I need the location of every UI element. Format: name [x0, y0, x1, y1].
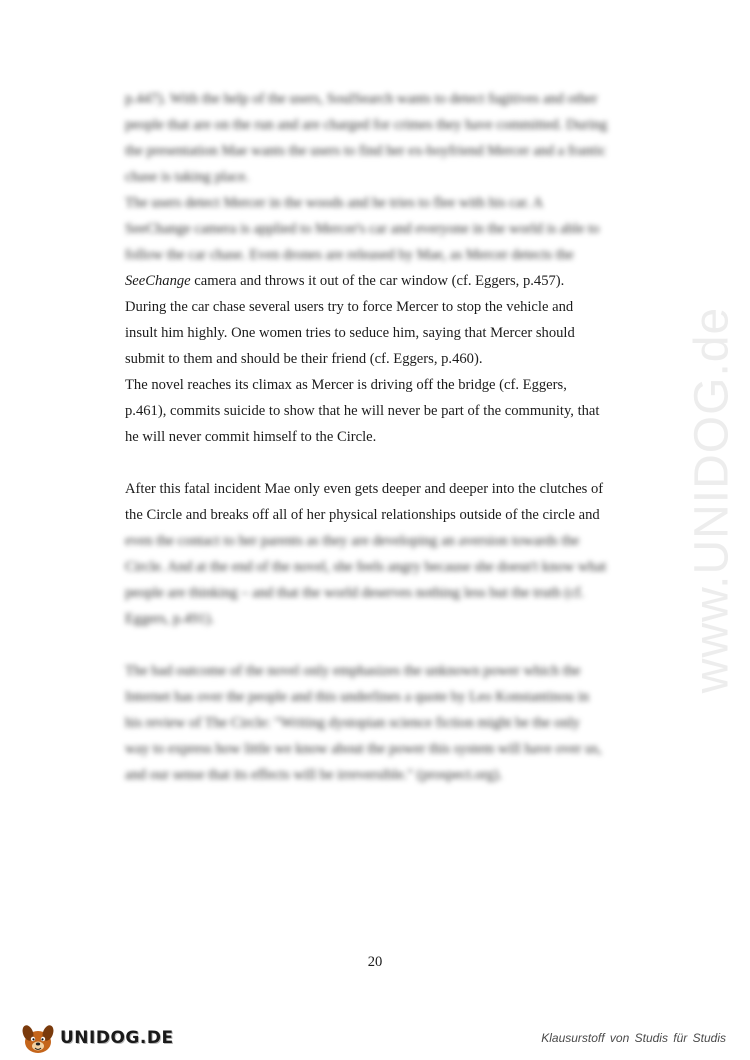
paragraph [125, 86, 630, 450]
text-line: During the car chase several users try to force Mercer to stop the vehicle and [125, 299, 574, 315]
text-line: SeeChange camera is applied to Mercer's car and everyone in the world is able to [125, 221, 600, 237]
text-line: chase is taking place. [125, 169, 249, 185]
text-line: The users detect Mercer in the woods and he tries to flee with his car. A [125, 195, 544, 211]
text-line: After this fatal incident Mae only even gets deeper and deeper into the clutches of [125, 481, 604, 497]
text-line: follow the car chase. Even drones are released by Mae, as Mercer detects the [125, 247, 574, 263]
paragraph [125, 658, 630, 788]
body-text [125, 86, 630, 788]
text-line: the Circle and breaks off all of her physical relationships outside of the circle and [125, 507, 600, 523]
text-line: submit to them and should be their friend (cf. Eggers, p.460). [125, 351, 483, 367]
logo-text: UNIDOG.DE [60, 1028, 174, 1048]
text-line: the presentation Mae wants the users to find her ex-boyfriend Mercer and a frantic [125, 143, 607, 159]
text-line: people that are on the run and are charged for crimes they have committed. During [125, 117, 608, 133]
footer-slogan: Klausurstoff von Studis für Studis [541, 1031, 726, 1045]
paragraph [125, 476, 630, 632]
text-line: his review of The Circle: "Writing dystopian science fiction might be the only [125, 715, 580, 731]
page-number: 20 [367, 954, 383, 970]
text-line: insult him highly. One women tries to seduce him, saying that Mercer should [125, 325, 575, 341]
text-line: he will never commit himself to the Circle. [125, 429, 377, 445]
text-line: p.447). With the help of the users, SoulSearch wants to detect fugitives and other [125, 91, 598, 107]
text-line: and our sense that its effects will be irreversible." (prospect.org). [125, 767, 503, 783]
watermark: www.UNIDOG.de [685, 306, 739, 694]
text-line: The novel reaches its climax as Mercer is driving off the bridge (cf. Eggers, [125, 377, 567, 393]
text-line: Eggers, p.491). [125, 611, 215, 627]
text-line: SeeChange camera and throws it out of the car window (cf. Eggers, p.457). [125, 273, 565, 289]
text-line: p.461), commits suicide to show that he will never be part of the community, that [125, 403, 600, 419]
text-line: Circle. And at the end of the novel, she feels angry because she doesn't know what [125, 559, 607, 575]
text-line: way to express how little we know about the power this system will have over us, [125, 741, 602, 757]
text-line: The bad outcome of the novel only emphasizes the unknown power which the [125, 663, 581, 679]
unidog-logo[interactable] [18, 1020, 174, 1056]
text-line: people are thinking – and that the world deserves nothing less but the truth (cf. [125, 585, 585, 601]
text-line: even the contact to her parents as they are developing an aversion towards the [125, 533, 580, 549]
dog-icon [18, 1020, 58, 1056]
text-line: Internet has over the people and this underlines a quote by Leo Konstantinou in [125, 689, 590, 705]
